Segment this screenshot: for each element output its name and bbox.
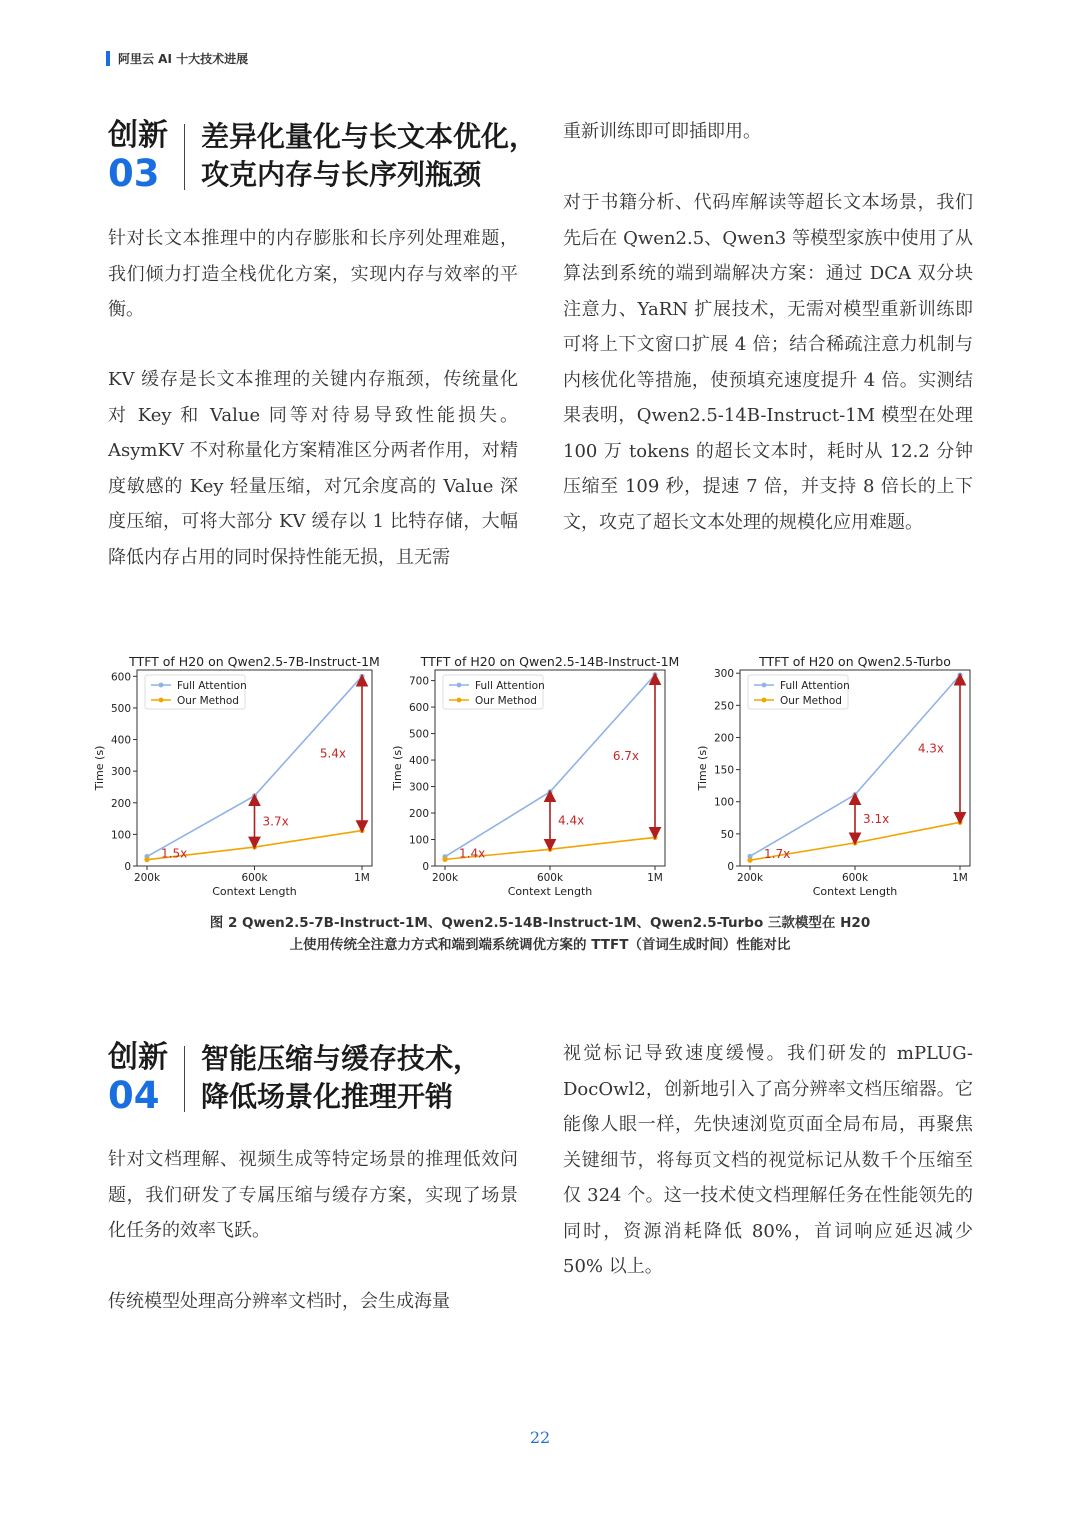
section-title-line1: 差异化量化与长文本优化， <box>201 120 538 153</box>
y-tick-label: 200 <box>110 797 131 810</box>
section-label: 创新 <box>108 1040 168 1075</box>
title-divider <box>184 1046 185 1112</box>
x-axis-label: Context Length <box>212 885 297 898</box>
paragraph: KV 缓存是长文本推理的关键内存瓶颈，传统量化对 Key 和 Value 同等对待易导致性能损失。AsymKV 不对称量化方案精准区分两者作用，对精度敏感的 Key 轻量压缩，对冗余度高的 Value 深度压缩，可将大部分 KV 缓存以 1 比特存储，大幅降低内存占用的同时保持性能无损，且无需 <box>108 369 518 568</box>
data-point-our-method <box>652 835 657 840</box>
caption-line1: 图 2 Qwen2.5-7B-Instruct-1M、Qwen2.5-14B-Instruct-1M、Qwen2.5-Turbo 三款模型在 H20 <box>209 915 871 931</box>
speedup-label: 4.4x <box>558 813 585 828</box>
legend-marker <box>159 683 164 688</box>
x-tick-label: 200k <box>431 872 459 884</box>
y-tick-label: 100 <box>713 796 734 809</box>
data-point-full-attention <box>852 792 857 797</box>
y-tick-label: 400 <box>110 734 131 747</box>
section-title-line2: 攻克内存与长序列瓶颈 <box>201 158 482 191</box>
y-tick-label: 600 <box>110 671 131 684</box>
figure-caption <box>150 912 930 956</box>
legend-label: Our Method <box>475 695 537 707</box>
x-tick-label: 200k <box>736 872 764 884</box>
section-number: 03 <box>108 152 160 195</box>
y-tick-label: 300 <box>110 766 131 779</box>
header-title: 阿里云 AI 十大技术进展 <box>118 51 249 66</box>
x-tick-label: 1M <box>647 872 663 884</box>
y-tick-label: 250 <box>713 700 734 713</box>
data-point-our-method <box>547 847 552 852</box>
x-tick-label: 600k <box>536 872 564 884</box>
y-axis-label: Time (s) <box>696 745 709 791</box>
y-tick-label: 200 <box>713 732 734 745</box>
header-accent-bar <box>106 51 110 66</box>
speedup-label: 1.7x <box>764 847 791 862</box>
section-title-line1: 智能压缩与缓存技术， <box>201 1042 482 1075</box>
speedup-label: 6.7x <box>612 749 639 764</box>
y-axis-label: Time (s) <box>93 745 106 791</box>
y-tick-label: 300 <box>408 781 429 794</box>
y-tick-label: 100 <box>110 829 131 842</box>
x-axis-label: Context Length <box>507 885 593 898</box>
x-tick-label: 1M <box>354 872 370 884</box>
speedup-label: 5.4x <box>319 746 346 761</box>
data-point-full-attention <box>957 673 962 678</box>
data-point-our-method <box>442 857 447 862</box>
legend-marker <box>457 683 462 688</box>
speedup-label: 3.7x <box>262 814 289 829</box>
legend-label: Full Attention <box>475 680 545 692</box>
page-number: 22 <box>529 1428 551 1447</box>
y-tick-label: 50 <box>720 828 734 841</box>
section-title-line2: 降低场景化推理开销 <box>201 1080 454 1113</box>
legend-marker <box>762 698 767 703</box>
chart-title: TTFT of H20 on Qwen2.5-7B-Instruct-1M <box>129 654 380 669</box>
y-tick-label: 0 <box>124 861 131 873</box>
running-header <box>106 50 248 66</box>
legend-marker <box>457 698 462 703</box>
legend-marker <box>159 698 164 703</box>
speedup-label: 3.1x <box>863 811 890 826</box>
data-point-full-attention <box>359 674 364 679</box>
paragraph: 对于书籍分析、代码库解读等超长文本场景，我们先后在 Qwen2.5、Qwen3 等模型家族中使用了从算法到系统的端到端解决方案：通过 DCA 双分块注意力、YaRN 扩展技术，无需对模型重新训练即可将上下文窗口扩展 4 倍；结合稀疏注意力机制与内核优化等措施，使预填充速度提升 4 倍。实测结果表明，Qwen2.5-14B-Instruct-1M 模型在处理 100 万 tokens 的超长文本时，耗时从 12.2 分钟压缩至 109 秒，提速 7 倍，并支持 8 倍长的上下文，攻克了超长文本处理的规模化应用难题。 <box>563 192 973 533</box>
legend-label: Our Method <box>780 695 842 707</box>
y-tick-label: 300 <box>713 668 734 681</box>
paragraph: 传统模型处理高分辨率文档时，会生成海量 <box>108 1291 450 1312</box>
chart-title: TTFT of H20 on Qwen2.5-Turbo <box>759 654 951 669</box>
y-tick-label: 0 <box>727 861 734 873</box>
y-tick-label: 0 <box>422 861 429 873</box>
paragraph: 针对长文本推理中的内存膨胀和长序列处理难题，我们倾力打造全栈优化方案，实现内存与效率的平衡。 <box>108 228 518 320</box>
data-point-our-method <box>852 840 857 845</box>
speedup-label: 4.3x <box>917 741 944 756</box>
legend-label: Full Attention <box>780 680 850 692</box>
y-tick-label: 500 <box>110 702 131 715</box>
section-03-heading <box>108 118 537 194</box>
y-tick-label: 500 <box>408 728 429 741</box>
y-tick-label: 700 <box>408 675 429 688</box>
y-tick-label: 100 <box>408 834 429 847</box>
speedup-label: 1.4x <box>459 846 486 861</box>
section-number: 04 <box>108 1074 160 1117</box>
x-tick-label: 200k <box>133 872 161 884</box>
legend-marker <box>762 683 767 688</box>
section-04-heading <box>108 1040 481 1116</box>
y-tick-label: 150 <box>713 764 734 777</box>
paragraph: 重新训练即可即插即用。 <box>563 121 761 142</box>
caption-line2: 上使用传统全注意力方式和端到端系统调优方案的 TTFT（首词生成时间）性能对比 <box>289 937 791 953</box>
x-axis-label: Context Length <box>812 885 898 898</box>
data-point-our-method <box>957 820 962 825</box>
paragraph: 视觉标记导致速度缓慢。我们研发的 mPLUG-DocOwl2，创新地引入了高分辨率文档压缩器。它能像人眼一样，先快速浏览页面全局布局，再聚焦关键细节，将每页文档的视觉标记从数千个压缩至仅 324 个。这一技术使文档理解任务在性能领先的同时，资源消耗降低 80%，首词响应延迟减少 50% 以上。 <box>563 1043 973 1277</box>
chart-title: TTFT of H20 on Qwen2.5-14B-Instruct-1M <box>420 654 680 669</box>
y-tick-label: 200 <box>408 808 429 821</box>
data-point-full-attention <box>547 789 552 794</box>
title-divider <box>184 124 185 190</box>
x-tick-label: 1M <box>952 872 968 884</box>
data-point-our-method <box>747 858 752 863</box>
data-point-our-method <box>359 828 364 833</box>
data-point-our-method <box>144 857 149 862</box>
x-tick-label: 600k <box>841 872 869 884</box>
paragraph: 针对文档理解、视频生成等特定场景的推理低效问题，我们研发了专属压缩与缓存方案，实现了场景化任务的效率飞跃。 <box>108 1149 518 1241</box>
data-point-full-attention <box>652 672 657 677</box>
x-tick-label: 600k <box>241 872 268 884</box>
y-axis-label: Time (s) <box>391 745 404 791</box>
legend-label: Full Attention <box>177 680 247 692</box>
speedup-label: 1.5x <box>161 846 188 861</box>
y-tick-label: 400 <box>408 755 429 768</box>
ttft-charts-figure <box>95 648 985 898</box>
data-point-full-attention <box>252 793 257 798</box>
legend-label: Our Method <box>177 695 239 707</box>
data-point-our-method <box>252 844 257 849</box>
section-label: 创新 <box>108 118 168 153</box>
y-tick-label: 600 <box>408 702 429 715</box>
